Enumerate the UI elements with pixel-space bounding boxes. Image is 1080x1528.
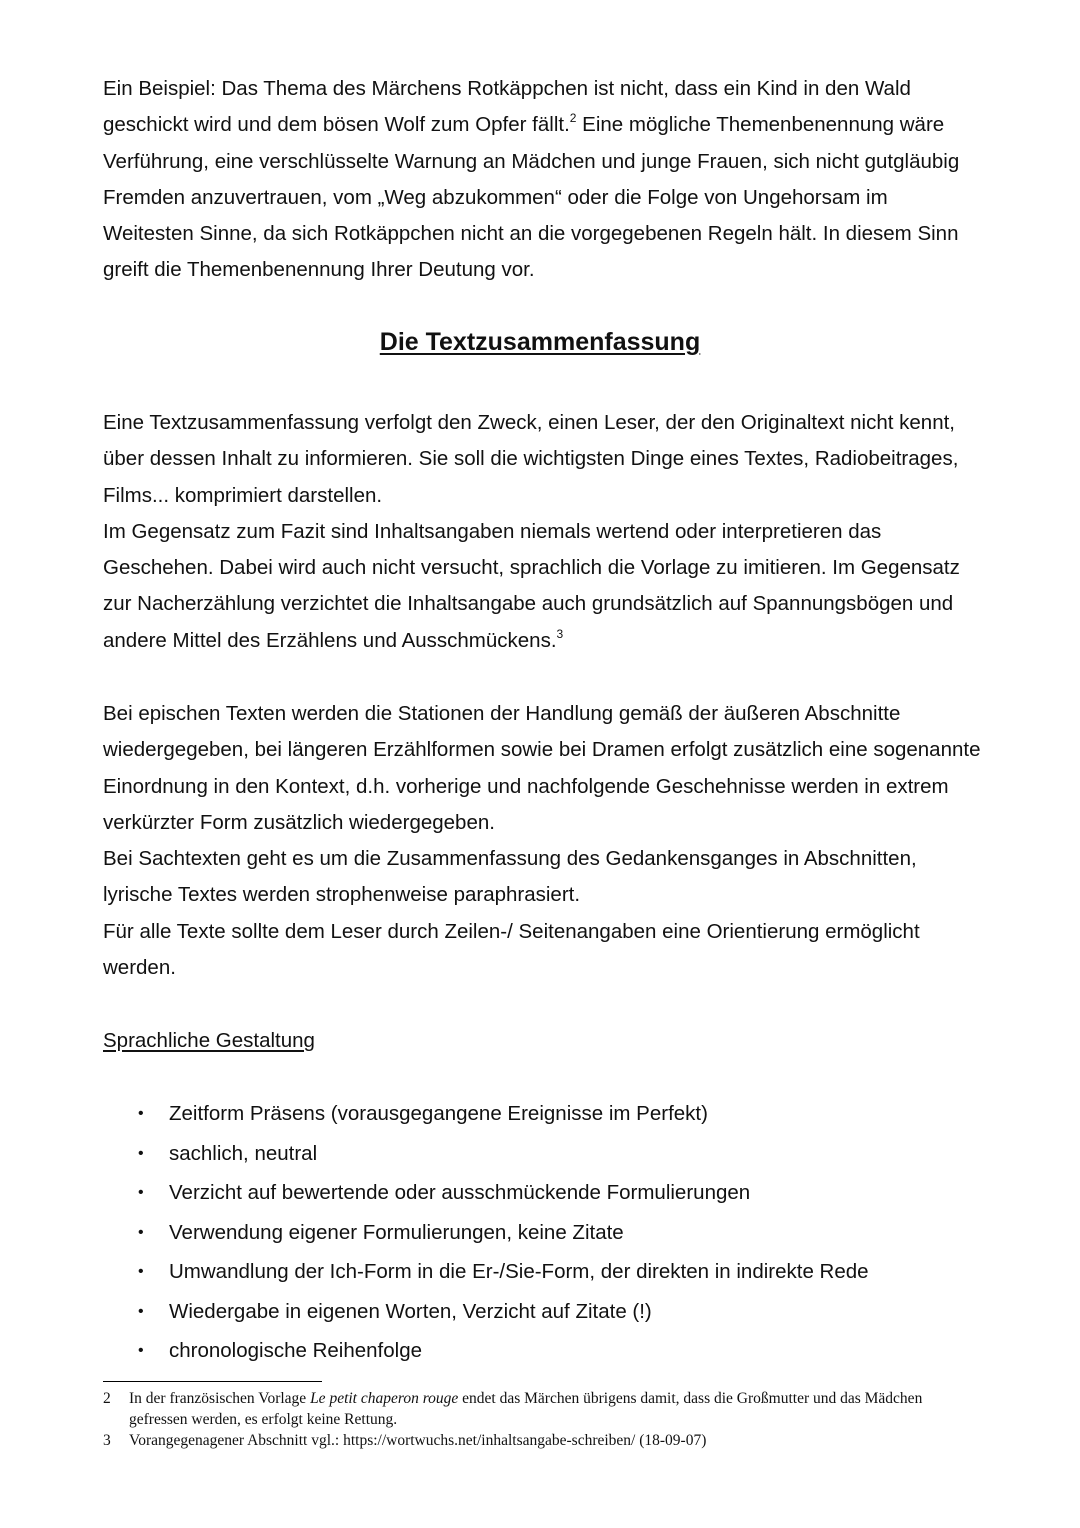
intro-text-part-1: Ein Beispiel: Das Thema des Märchens Rotkäppchen ist nicht, dass ein Kind in den Wald geschickt wird und dem bösen Wolf zum Opfer fällt. (103, 77, 911, 137)
bullet-icon: • (138, 1302, 144, 1320)
summary-paragraph-2-text: Im Gegensatz zum Fazit sind Inhaltsangaben niemals wertend oder interpretieren das Geschehen. Dabei wird auch nicht versucht, sprachlich die Vorlage zu imitieren. Im Gegensatz zur Nacherzählung verzichtet die Inhaltsangabe auch grundsätzlich auf Spannungsbögen und andere Mittel des Erzählens und Ausschmückens. (103, 519, 960, 652)
bullet-icon: • (138, 1184, 144, 1201)
summary-block (103, 405, 983, 659)
footnote-ref-2: 2 (569, 111, 577, 126)
footnote-2 (103, 1388, 983, 1430)
list-item-text: Umwandlung der Ich-Form in die Er-/Sie-Form, der direkten in indirekte Rede (169, 1260, 869, 1283)
summary-paragraph-1: Eine Textzusammenfassung verfolgt den Zweck, einen Leser, der den Originaltext nicht kennt, über dessen Inhalt zu informieren. Sie soll die wichtigsten Dinge eines Textes, Radiobeitrages, Films... komprimiert darstellen. (103, 411, 959, 507)
footnote-text: Vorangegenagener Abschnitt vgl.: https://wortwuchs.net/inhaltsangabe-schreiben/ (18-09-07) (129, 1432, 707, 1449)
list-item-text: Wiedergabe in eigenen Worten, Verzicht auf Zitate (!) (169, 1299, 652, 1323)
details-block (103, 696, 983, 986)
intro-paragraph (103, 71, 983, 289)
list-item (103, 1173, 869, 1213)
list-item (103, 1292, 869, 1332)
details-paragraph-2: Bei Sachtexten geht es um die Zusammenfassung des Gedankensganges in Abschnitten, lyrische Textes werden strophenweise paraphrasiert. (103, 847, 917, 907)
bullet-icon: • (138, 1223, 144, 1241)
section-heading: Die Textzusammenfassung (379, 328, 701, 356)
footnote-work-title: Le petit chaperon rouge (310, 1390, 459, 1407)
subheading-sprachliche-gestaltung: Sprachliche Gestaltung (103, 1029, 315, 1052)
list-item (103, 1252, 869, 1292)
summary-paragraph-2 (103, 514, 983, 659)
list-item-text: Zeitform Präsens (vorausgegangene Ereignisse im Perfekt) (169, 1102, 708, 1125)
footnote-number: 3 (103, 1432, 111, 1449)
list-item (103, 1094, 869, 1134)
footnote-text: endet das Märchen übrigens damit, dass die Großmutter und das Mädchen gefressen werden, es erfolgt keine Rettung. (129, 1390, 923, 1428)
intro-text-part-2: Eine mögliche Themenbenennung wäre Verführung, eine verschlüsselte Warnung an Mädchen und junge Frauen, sich nicht gutgläubig Fremden anzuvertrauen, vom „Weg abzukommen“ oder die Folge von Ungehorsam im Weitesten Sinne, da sich Rotkäppchen nicht an die vorgegebenen Regeln hält. In diesem Sinn greift die Themenbenennung Ihrer Deutung vor. (103, 113, 960, 282)
footnotes (103, 1388, 983, 1451)
footnote-text: In der französischen Vorlage (129, 1390, 311, 1407)
details-paragraph-3: Für alle Texte sollte dem Leser durch Zeilen-/ Seitenangaben eine Orientierung ermöglicht werden. (103, 919, 920, 980)
bullet-icon: • (138, 1144, 144, 1162)
footnote-number: 2 (103, 1390, 111, 1407)
bullet-icon: • (138, 1342, 144, 1359)
bullet-icon: • (138, 1105, 144, 1122)
list-item-text: sachlich, neutral (169, 1141, 318, 1165)
bullet-icon: • (138, 1263, 144, 1280)
list-item-text: Verwendung eigener Formulierungen, keine Zitate (169, 1220, 624, 1244)
footnote-3 (103, 1430, 983, 1451)
footnote-separator (103, 1381, 322, 1382)
list-item-text: Verzicht auf bewertende oder ausschmückende Formulierungen (169, 1181, 751, 1204)
bullet-list (103, 1094, 869, 1371)
list-item (103, 1213, 869, 1253)
details-paragraph-1: Bei epischen Texten werden die Stationen der Handlung gemäß der äußeren Abschnitte wiedergegeben, bei längeren Erzählformen sowie bei Dramen erfolgt zusätzlich eine sogenannte Einordnung in den Kontext, d.h. vorherige und nachfolgende Geschehnisse werden in extrem verkürzter Form zusätzlich wiedergegeben. (103, 702, 981, 834)
list-item (103, 1331, 869, 1371)
footnote-ref-3: 3 (556, 626, 564, 641)
list-item-text: chronologische Reihenfolge (169, 1339, 423, 1362)
list-item (103, 1134, 869, 1174)
